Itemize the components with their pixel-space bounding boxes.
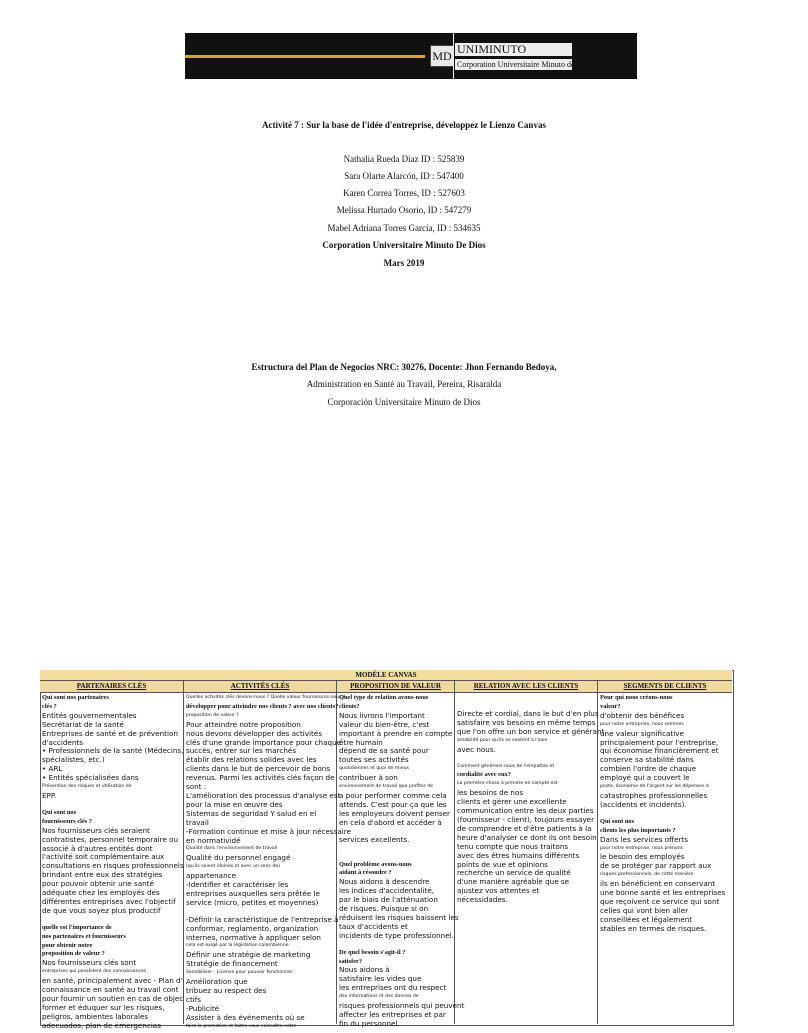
column-text-line: une valeur significative [600, 728, 684, 738]
column-text-line: de risques. Puisque si on [339, 904, 429, 914]
column-text-line: pour notre entreprise, nous sommes [600, 721, 684, 727]
column-text-line: être humain [339, 737, 383, 747]
author-1: Nathalia Rueda Díaz ID : 525839 [343, 154, 465, 164]
column-text-line: -Identifier et caractériser les [186, 880, 289, 890]
column-text-line: de que vous soyez plus productif [42, 905, 161, 915]
column-text-line: attends. C'est pour ça que les [339, 799, 447, 809]
column-text-line: ils en bénéficient en conservant [600, 879, 716, 889]
column-text-line: spécialistes, etc.) [42, 755, 105, 765]
column-text-line: Sensibiliser - Licence pour pouvoir fonctionner [186, 970, 293, 976]
column-text-line: Pour qui nous créons-nous [600, 694, 673, 701]
structure-heading: Estructura del Plan de Negocios NRC: 30276, Docente: Jhon Fernando Bedoya, [251, 362, 557, 372]
column-text-line: ctifs [186, 994, 202, 1004]
column-body [455, 693, 605, 906]
column-text-line: affecter les entreprises et par [339, 1010, 446, 1019]
column-text-line: d'accidents [42, 737, 83, 747]
column-text-line: valeur? [600, 702, 621, 710]
column-text-line: points de vue et opinions [457, 859, 548, 869]
program-line: Administration en Santé au Travail, Pereira, Risaralda [306, 379, 502, 389]
column-text-line: Prévention des risques et utilisation de [42, 784, 132, 790]
column-text-line: satisfaire les vides que [339, 974, 422, 984]
column-text-line: celles qui vont bien aller [600, 905, 689, 915]
column-text-line: Sistemas de seguridad Y salud en el [186, 808, 317, 818]
column-text-line: risques professionnels qui peuvent [339, 1001, 465, 1011]
header-banner [185, 33, 621, 79]
column-text-line: fin du personnel. [339, 1018, 400, 1028]
column-text-line: contribuer à son [339, 773, 398, 783]
column-text-line: Amélioration que [186, 977, 248, 987]
column-text-line: établir des relations solides avec les [186, 755, 317, 765]
column-text-line: • Professionnels de la santé (Médecins, [42, 746, 184, 756]
column-text-line: (accidents et incidents). [600, 799, 687, 809]
column-text-line: l'activité soit complémentaire aux [42, 852, 165, 862]
column-text-line: clés d'une grande importance pour chaque [186, 737, 342, 747]
column-text-line: les employeurs doivent penser [339, 808, 450, 818]
column-text-line: catastrophes professionnelles [600, 790, 708, 800]
column-text-line: sont : [186, 782, 207, 792]
column-text-line: clients les plus importants ? [600, 826, 676, 834]
column-text-line: cela est exigé par la législation colombienne [186, 943, 289, 949]
column-text-line: que reçoivent ce service qui sont [600, 896, 720, 906]
spacer [457, 694, 595, 702]
column-partenaires [40, 681, 184, 1030]
column-text-line: employé qui a couvert le [600, 773, 690, 783]
column-header: PROPOSITION DE VALEUR [337, 681, 454, 693]
column-text-line: par le biais de l'atténuation [339, 895, 438, 905]
author-4: Melissa Hurtado Osorio, ID : 547279 [336, 205, 472, 215]
column-text-line: pour obtenir notre [42, 941, 93, 949]
column-body [598, 693, 732, 935]
column-text-line: adéquate chez les employés des [42, 888, 160, 898]
column-text-line: en santé, principalement avec - Plan d' [42, 976, 183, 986]
column-text-line: -Publicité [186, 1003, 220, 1013]
column-text-line: faire la promotion et faites-vous connaître notre [186, 1023, 297, 1029]
column-text-line: Définir une stratégie de marketing [186, 950, 311, 960]
column-text-line: Qui sont nos [600, 817, 635, 825]
column-text-line: une bonne santé et les entreprises [600, 888, 726, 898]
column-text-line: associé à d'autres entités dont [42, 843, 153, 853]
author-5: Mabel Adriana Torres García, ID : 534635 [327, 223, 481, 233]
column-text-line: pour notre entreprise, nous prenons [600, 845, 684, 851]
column-header: RELATION AVEC LES CLIENTS [455, 681, 597, 693]
column-text-line: service (micro, petites et moyennes) [186, 897, 319, 907]
column-text-line: avec nous. [457, 744, 496, 754]
column-text-line: satisfaire vos besoins en même temps [457, 717, 596, 727]
logo-subtitle: Corporation Universitaire Minuto de Dios [457, 60, 592, 69]
column-text-line: réduisent les risques baissent les [339, 912, 459, 922]
column-proposition [337, 681, 465, 1028]
column-text-line: • ARL [42, 764, 63, 774]
column-text-line: Secrétariat de la santé [42, 719, 124, 729]
column-text-line: travail [186, 817, 209, 827]
column-text-line: appartenance [186, 871, 237, 881]
column-text-line: Directe et cordial, dans le but d'en plus [457, 709, 599, 718]
logo-divider [453, 33, 454, 79]
column-text-line: -Définir la caractéristique de l'entreprise à [186, 914, 339, 924]
column-text-line: contratistes, personnel temporaire ou [42, 834, 179, 844]
column-text-line: environnement de travail que profiter de [339, 784, 433, 790]
spacer [339, 853, 452, 861]
column-text-line: Dans les services offerts [600, 834, 689, 844]
column-text-line: Nous aidons à [339, 965, 390, 975]
column-text-line: internes, normative à appliquer selon [186, 932, 321, 942]
column-text-line: communication entre les deux parties [457, 806, 594, 816]
column-text-line: entreprises qui possèdent des connaissances [42, 969, 147, 975]
column-text-line: adecuados, plan de emergencias [42, 1020, 161, 1030]
author-2: Sara Olarte Alarcón, ID : 547400 [344, 171, 464, 181]
column-text-line: heure d'analyser ce dont ils ont besoin [457, 832, 597, 842]
column-text-line: en cela d'abord et accéder à [339, 817, 442, 827]
spacer [42, 801, 181, 809]
column-text-line: Nous aidons à descendre [339, 877, 430, 887]
column-text-line: fournisseurs clés ? [42, 817, 93, 825]
column-text-line: (fournisseur - client), toujours essayer [457, 814, 595, 824]
column-text-line: toutes ses activités [339, 755, 409, 765]
column-text-line: risques professionnels, de cette manière [600, 872, 694, 878]
column-text-line: d'une manière agréable que se [457, 877, 570, 887]
column-text-line: d'obtenir des bénéfices [600, 710, 685, 720]
column-text-line: quotidiennes et quoi de mieux [339, 766, 410, 772]
column-text-line: clients? [339, 702, 360, 710]
column-text-line: taux d'accidents et [339, 921, 408, 931]
column-text-line: Qui sont nos [42, 808, 77, 816]
column-text-line: Entreprises de santé et de prévention [42, 728, 178, 738]
column-text-line: clés ? [42, 702, 57, 710]
column-text-line: qui économise financièrement et [600, 746, 719, 756]
column-text-line: clients et gérer une excellente [457, 797, 567, 807]
column-header: SEGMENTS DE CLIENTS [598, 681, 732, 693]
column-text-line: ajustez vos attentes et [457, 886, 540, 896]
column-text-line: les indices d'accidentalité, [339, 886, 435, 896]
column-text-line: conformar, reglamento, organization [186, 923, 319, 933]
column-body [40, 693, 183, 1032]
column-text-line: de se protéger par rapport aux [600, 861, 712, 871]
column-header: ACTIVITÉS CLÉS [184, 681, 336, 693]
spacer [339, 941, 452, 949]
column-text-line: Nos fournisseurs clés seraient [42, 825, 150, 835]
column-text-line: pour pouvoir obtenir une santé [42, 879, 154, 889]
column-text-line: La première chose à prendre en compte est [457, 781, 558, 787]
column-text-line: nous devons développer des activités [186, 728, 323, 738]
column-text-line: Quel type de relation avons-nous [339, 694, 429, 701]
column-text-line: nos partenaires et fournisseurs [42, 932, 126, 940]
column-body [337, 693, 465, 1030]
spacer [457, 755, 595, 763]
column-text-line: • Entités spécialisées dans [42, 773, 139, 783]
column-text-line: que l'on offre un bon service et générant [457, 726, 605, 736]
column-text-line: des informations et des donnez de [339, 994, 419, 1000]
column-text-line: combien l'ordre de chaque [600, 764, 697, 774]
column-text-line: connaissance en santé au travail cont [42, 985, 179, 995]
column-text-line: dépend de sa santé pour [339, 746, 429, 756]
column-text-line: tribuez au respect des [186, 986, 267, 995]
column-text-line: conserve sa stabilité dans [600, 755, 694, 765]
column-text-line: entreprises auxquelles sera prêtée le [186, 888, 320, 898]
column-text-line: consultations en risques professionnels [42, 861, 184, 871]
column-text-line: conseillées et légalement [600, 914, 693, 924]
logo-block [425, 33, 637, 79]
spacer [339, 845, 452, 853]
canvas-title: MODÈLE CANVAS [40, 670, 732, 681]
column-text-line: aidant à résoudre ? [339, 869, 392, 877]
column-text-line: Entités gouvernementales [42, 710, 137, 720]
document-title: Activité 7 : Sur la base de l'idée d'entreprise, développez le Lienzo Canvas [262, 120, 546, 130]
column-text-line: clients dans le but de percevoir de bons [186, 764, 331, 774]
column-text-line: important à prendre en compte [339, 728, 453, 738]
column-text-line: les entreprises ont du respect [339, 983, 447, 993]
logo-name: UNIMINUTO [455, 43, 572, 56]
column-text-line: pour la mise en œuvre des [186, 799, 283, 809]
column-text-line: proposition de valeur ? [186, 712, 239, 718]
column-text-line: -Formation continue et mise à jour nécessaire [186, 826, 352, 836]
column-text-line: Qui sont nos partenaires [42, 694, 109, 701]
university-line: Corporación Universitaire Minuto de Dios [327, 397, 481, 407]
column-text-line: les besoins de nos [457, 788, 524, 798]
column-text-line: revenus. Parmi les activités clés façon de [186, 773, 335, 783]
column-text-line: Pour atteindre notre proposition [186, 719, 301, 729]
column-text-line: de comprendre et d'être patients à la [457, 823, 592, 833]
column-text-line: poste, économie de l'argent sur les dépenses à [600, 784, 709, 790]
column-text-line: De quel besoin s'agit-il ? [339, 948, 406, 956]
column-text-line: a pour performer comme cela [339, 790, 447, 800]
column-text-line: (qu'ils soient idoines et avec un sens de) [186, 864, 280, 870]
institution: Corporation Universitaire Minuto De Dios [322, 240, 486, 250]
column-text-line: L'amélioration des processus d'analyse est [186, 790, 341, 800]
column-text-line: Quel problème avons-nous [339, 860, 412, 868]
column-text-line: EPP. [42, 790, 57, 800]
column-text-line: nécessidades. [457, 895, 508, 905]
column-text-line: incidents de type professionnel. [339, 930, 454, 940]
column-header: PARTENAIRES CLÉS [40, 681, 183, 693]
date: Mars 2019 [383, 258, 425, 268]
column-text-line: former et éduquer sur les risques, [42, 1002, 165, 1012]
column-text-line: cordialité avec eux? [457, 771, 511, 779]
column-text-line: proposition de valeur ? [42, 950, 105, 958]
column-text-line: quelle est l'importance de [42, 923, 112, 931]
column-text-line: développer pour atteindre nos clients ? avec nos clients? [186, 702, 339, 710]
column-text-line: en normatividé [186, 835, 241, 845]
column-text-line: Quelles activités clés devons-nous ? Quelle valeur fournissons-nous à [186, 695, 346, 700]
column-text-line: peligros, ambientes laborales [42, 1011, 149, 1021]
spacer [42, 916, 181, 924]
column-text-line: pour fournir un soutien en cas de objec [42, 994, 184, 1003]
column-text-line: Qualité dans l'environnement de travail [186, 846, 278, 852]
column-text-line: stables en termes de risques. [600, 923, 707, 933]
column-text-line: Nous livrons l'important [339, 710, 425, 720]
column-text-line: différentes entreprises avec l'objectif [42, 896, 176, 906]
author-3: Karen Correa Torres, ID : 527603 [343, 188, 465, 198]
column-relation [455, 681, 605, 1024]
column-text-line: brindant entre eux des stratégies [42, 870, 163, 880]
column-text-line: Comment générons-nous de l'empathie et [457, 763, 555, 769]
column-text-line: recherche un service de qualité [457, 868, 571, 878]
column-text-line: avec des êtres humains différents [457, 850, 580, 860]
column-segments [598, 681, 732, 1024]
logo-md-mark: MD [430, 45, 454, 67]
column-text-line: amabilité pour qu'ils se sentent à l'aise [457, 737, 548, 743]
column-text-line: succès, entrer sur les marchés [186, 746, 297, 756]
column-text-line: principalement pour l'entreprise, [600, 737, 719, 747]
column-text-line: Nos fournisseurs clés sont [42, 958, 137, 968]
column-text-line: Assister à des événements où se [186, 1012, 305, 1022]
spacer [600, 810, 730, 818]
column-text-line: tenu compte que nous traitons [457, 841, 569, 851]
column-text-line: services excellents. [339, 834, 410, 844]
column-text-line: Qualité du personnel engagé [186, 853, 291, 863]
column-text-line: Stratégie de financement [186, 959, 278, 969]
column-text-line: le besoin des employés [600, 852, 685, 862]
column-text-line: satisfer? [339, 957, 363, 965]
column-text-line: valeur du bien-être, c'est [339, 719, 430, 729]
